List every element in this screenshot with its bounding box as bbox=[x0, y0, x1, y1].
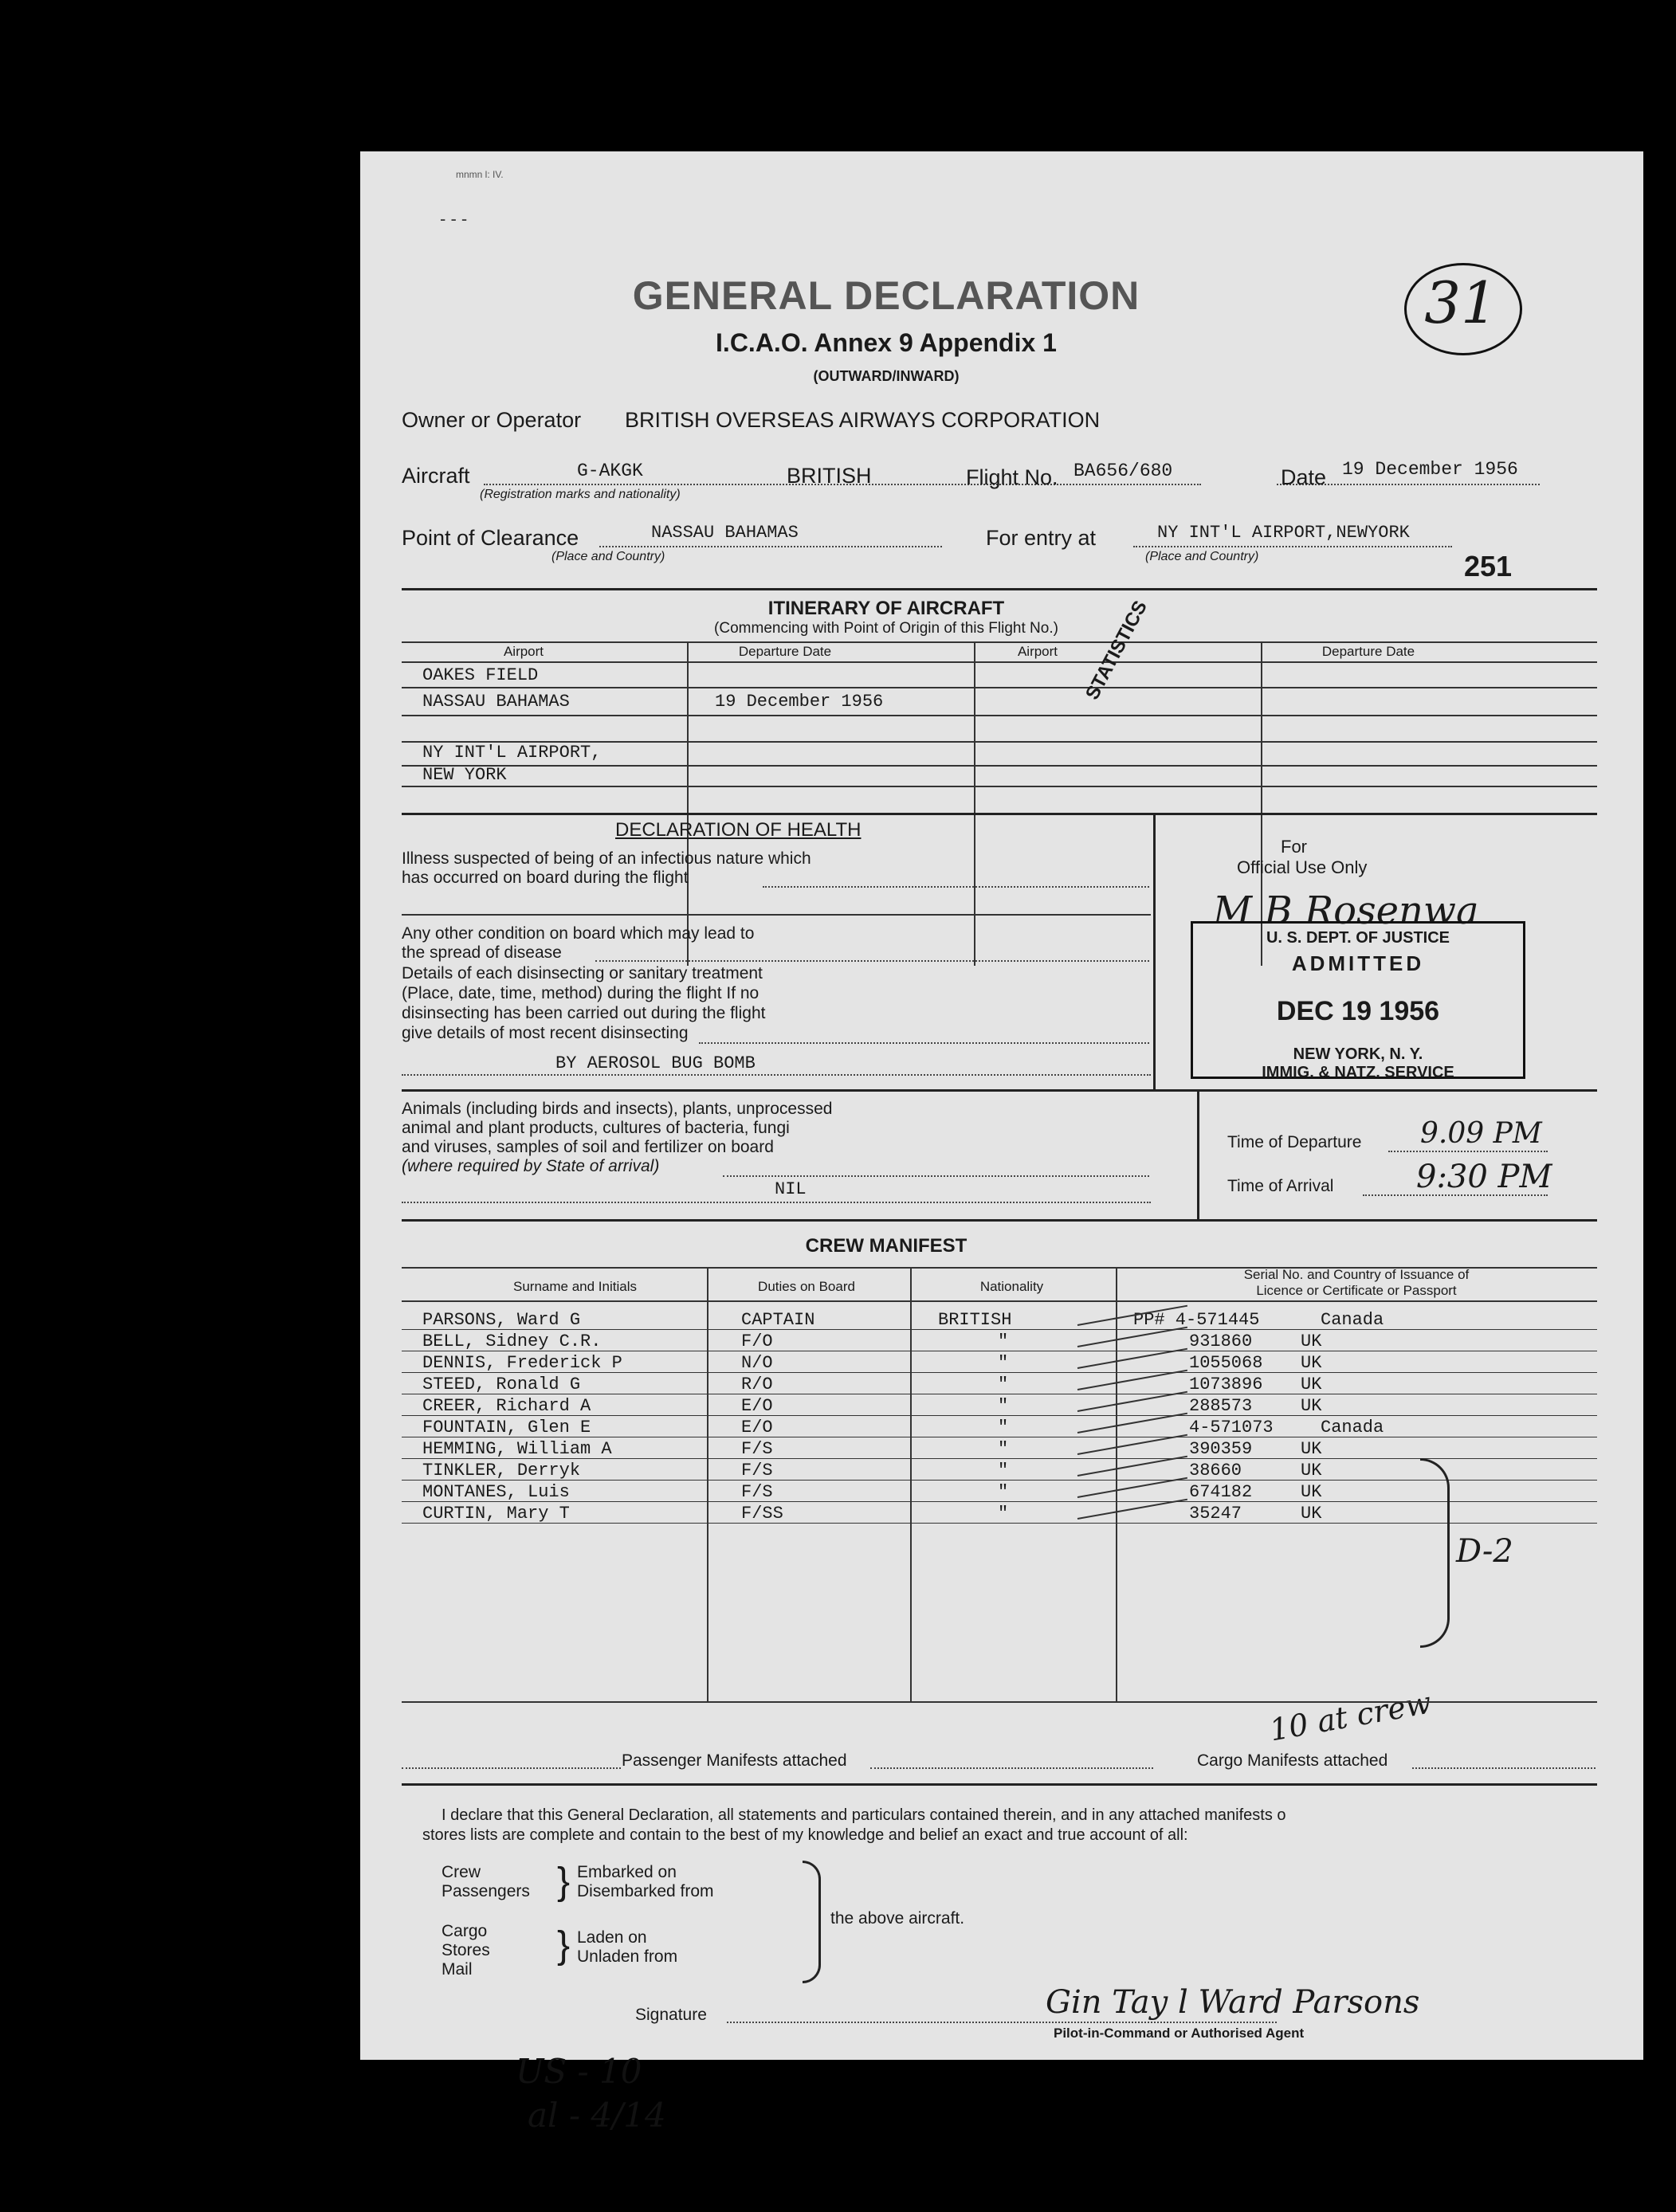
health-other-line2: the spread of disease bbox=[402, 943, 562, 962]
crew-duty: CAPTAIN bbox=[741, 1310, 815, 1330]
itinerary-header-airport-1: Airport bbox=[503, 644, 544, 659]
crew-name: FOUNTAIN, Glen E bbox=[422, 1418, 591, 1437]
health-details-line3: disinsecting has been carried out during the flight bbox=[402, 1004, 766, 1022]
crew-name: CURTIN, Mary T bbox=[422, 1504, 570, 1524]
crew-serial: 390359 bbox=[1189, 1439, 1253, 1459]
note-line1: US - 10 bbox=[516, 2052, 642, 2091]
decl-big-bracket bbox=[803, 1861, 821, 1983]
entry-value: NY INT'L AIRPORT,NEWYORK bbox=[1157, 523, 1410, 543]
aircraft-nationality: BRITISH bbox=[787, 464, 872, 488]
departure-time-label: Time of Departure bbox=[1227, 1133, 1362, 1151]
crew-duty: N/O bbox=[741, 1353, 773, 1373]
date-label: Date bbox=[1281, 465, 1327, 489]
crew-name: MONTANES, Luis bbox=[422, 1482, 570, 1502]
crew-serial: 931860 bbox=[1189, 1332, 1253, 1351]
crew-country: UK bbox=[1301, 1353, 1322, 1373]
crew-country: Canada bbox=[1321, 1310, 1384, 1330]
entry-caption: (Place and Country) bbox=[1145, 550, 1259, 563]
total-note: 10 at crew bbox=[1266, 1684, 1435, 1748]
crew-name: STEED, Ronald G bbox=[422, 1375, 581, 1394]
crew-nationality: " bbox=[998, 1375, 1009, 1394]
stamp-line5: IMMIG. & NATZ. SERVICE bbox=[1262, 1064, 1454, 1081]
crew-serial: 288573 bbox=[1189, 1396, 1253, 1416]
official-for: For bbox=[1281, 837, 1307, 857]
crew-country: UK bbox=[1301, 1439, 1322, 1459]
itinerary-title: ITINERARY OF AIRCRAFT bbox=[767, 598, 1005, 619]
form-subtitle: I.C.A.O. Annex 9 Appendix 1 bbox=[716, 328, 1057, 357]
crew-name: PARSONS, Ward G bbox=[422, 1310, 581, 1330]
crew-duty: F/SS bbox=[741, 1504, 783, 1524]
crew-name: CREER, Richard A bbox=[422, 1396, 591, 1416]
itinerary-header-airport-2: Airport bbox=[1017, 644, 1058, 659]
itinerary-row-airport: NEW YORK bbox=[422, 765, 507, 785]
health-details-line1: Details of each disinsecting or sanitary treatment bbox=[402, 964, 763, 982]
crew-header-serial-2: Licence or Certificate or Passport bbox=[1256, 1283, 1457, 1298]
crew-row-rule bbox=[402, 1480, 1597, 1481]
itinerary-row-airport: OAKES FIELD bbox=[422, 665, 539, 685]
crew-serial: 1073896 bbox=[1189, 1375, 1263, 1394]
crew-nationality: " bbox=[998, 1353, 1009, 1373]
crew-country: UK bbox=[1301, 1461, 1322, 1481]
crew-country: UK bbox=[1301, 1482, 1322, 1502]
crew-row-rule bbox=[402, 1523, 1597, 1524]
decl-mail: Mail bbox=[442, 1960, 473, 1979]
crew-nationality: " bbox=[998, 1439, 1009, 1459]
decl-brace-a: } bbox=[557, 1861, 571, 1903]
health-details-line2: (Place, date, time, method) during the flight If no bbox=[402, 984, 759, 1002]
itinerary-row-airport: NY INT'L AIRPORT, bbox=[422, 743, 602, 763]
crew-duty: F/O bbox=[741, 1332, 773, 1351]
crew-row-rule bbox=[402, 1372, 1597, 1373]
operator-label: Owner or Operator bbox=[402, 408, 582, 432]
crew-title: CREW MANIFEST bbox=[805, 1235, 968, 1257]
crew-name: DENNIS, Frederick P bbox=[422, 1353, 622, 1373]
crew-duty: R/O bbox=[741, 1375, 773, 1394]
itinerary-header-date-1: Departure Date bbox=[738, 644, 832, 659]
decl-disembarked: Disembarked from bbox=[577, 1882, 714, 1900]
itinerary-row-date: 19 December 1956 bbox=[715, 692, 884, 712]
crew-nationality: " bbox=[998, 1461, 1009, 1481]
crew-row-rule bbox=[402, 1458, 1597, 1459]
crew-name: HEMMING, William A bbox=[422, 1439, 612, 1459]
crew-header-name: Surname and Initials bbox=[513, 1279, 637, 1294]
signature-label: Signature bbox=[635, 2006, 707, 2024]
arrival-time-value: 9:30 PM bbox=[1416, 1159, 1552, 1195]
decl-cargo: Cargo bbox=[442, 1922, 488, 1940]
corner-dashes: - - - bbox=[440, 209, 468, 229]
crew-name: BELL, Sidney C.R. bbox=[422, 1332, 602, 1351]
clearance-value: NASSAU BAHAMAS bbox=[651, 523, 799, 543]
crew-country: UK bbox=[1301, 1396, 1322, 1416]
animals-line1: Animals (including birds and insects), plants, unprocessed bbox=[402, 1100, 833, 1118]
cargo-manifests: Cargo Manifests attached bbox=[1197, 1751, 1388, 1770]
form-direction: (OUTWARD/INWARD) bbox=[813, 368, 960, 384]
entry-label: For entry at bbox=[986, 526, 1097, 550]
clearance-caption: (Place and Country) bbox=[551, 550, 665, 563]
aircraft-caption: (Registration marks and nationality) bbox=[480, 488, 681, 501]
decl-crew: Crew bbox=[442, 1863, 481, 1881]
aircraft-registration: G-AKGK bbox=[577, 461, 643, 481]
crew-nationality: " bbox=[998, 1332, 1009, 1351]
crew-duty: F/S bbox=[741, 1461, 773, 1481]
stamp-line3: DEC 19 1956 bbox=[1276, 996, 1440, 1026]
itinerary-subtitle: (Commencing with Point of Origin of this Flight No.) bbox=[714, 620, 1058, 637]
flight-label: Flight No. bbox=[966, 465, 1058, 489]
decl-aircraft: the above aircraft. bbox=[830, 1909, 965, 1928]
crew-header-nationality: Nationality bbox=[979, 1279, 1044, 1294]
crew-nationality: " bbox=[998, 1396, 1009, 1416]
health-title: DECLARATION OF HEALTH bbox=[615, 819, 862, 841]
crew-duty: E/O bbox=[741, 1418, 773, 1437]
crew-nationality: BRITISH bbox=[938, 1310, 1012, 1330]
crew-duty: F/S bbox=[741, 1439, 773, 1459]
declaration-line2: stores lists are complete and contain to the best of my knowledge and belief an exact and true account of all: bbox=[422, 1826, 1188, 1844]
crew-country: UK bbox=[1301, 1375, 1322, 1394]
decl-unladen: Unladen from bbox=[577, 1947, 678, 1966]
decl-passengers: Passengers bbox=[442, 1882, 530, 1900]
decl-stores: Stores bbox=[442, 1941, 490, 1959]
pilot-signature: Gin Tay l Ward Parsons bbox=[1046, 1984, 1420, 2021]
crew-duty: E/O bbox=[741, 1396, 773, 1416]
crew-nationality: " bbox=[998, 1504, 1009, 1524]
health-other-line1: Any other condition on board which may lead to bbox=[402, 924, 755, 943]
crew-serial: 674182 bbox=[1189, 1482, 1253, 1502]
corner-note: mnmn l: IV. bbox=[456, 169, 504, 180]
official-use: Official Use Only bbox=[1237, 857, 1368, 877]
decl-laden: Laden on bbox=[577, 1928, 647, 1947]
stamp-line4: NEW YORK, N. Y. bbox=[1293, 1045, 1423, 1063]
declaration-line1: I declare that this General Declaration, all statements and particulars contained therein, and in any attached manifests o bbox=[442, 1806, 1286, 1824]
operator-value: BRITISH OVERSEAS AIRWAYS CORPORATION bbox=[625, 408, 1101, 432]
note-line2: al - 4/14 bbox=[528, 2096, 666, 2135]
bracket-note: D-2 bbox=[1456, 1533, 1513, 1570]
flight-value: BA656/680 bbox=[1074, 461, 1173, 481]
crew-bracket bbox=[1420, 1458, 1450, 1648]
statistics-stamp: STATISTICS bbox=[1081, 597, 1152, 704]
crew-row-rule bbox=[402, 1501, 1597, 1502]
animals-line2: animal and plant products, cultures of bacteria, fungi bbox=[402, 1119, 790, 1137]
decl-embarked: Embarked on bbox=[577, 1863, 677, 1881]
health-illness-line2: has occurred on board during the flight bbox=[402, 869, 689, 887]
health-details-line4: give details of most recent disinsecting bbox=[402, 1024, 689, 1042]
stamp-line1: U. S. DEPT. OF JUSTICE bbox=[1266, 929, 1450, 947]
crew-name: TINKLER, Derryk bbox=[422, 1461, 581, 1481]
animals-line4: (where required by State of arrival) bbox=[402, 1157, 660, 1175]
crew-header-duty: Duties on Board bbox=[758, 1279, 855, 1294]
crew-row-rule bbox=[402, 1329, 1597, 1330]
passenger-manifests: Passenger Manifests attached bbox=[622, 1751, 847, 1770]
animals-line3: and viruses, samples of soil and fertilizer on board bbox=[402, 1138, 774, 1156]
crew-serial: PP# 4-571445 bbox=[1133, 1310, 1260, 1330]
declaration-sheet bbox=[360, 151, 1643, 2091]
crew-serial: 4-571073 bbox=[1189, 1418, 1274, 1437]
crew-serial: 1055068 bbox=[1189, 1353, 1263, 1373]
crew-country: UK bbox=[1301, 1504, 1322, 1524]
decl-brace-b: } bbox=[557, 1924, 571, 1967]
arrival-time-label: Time of Arrival bbox=[1227, 1177, 1334, 1195]
clearance-label: Point of Clearance bbox=[402, 526, 579, 550]
crew-country: Canada bbox=[1321, 1418, 1384, 1437]
departure-time-value: 9.09 PM bbox=[1420, 1117, 1542, 1150]
aircraft-label: Aircraft bbox=[402, 464, 470, 488]
crew-serial: 38660 bbox=[1189, 1461, 1242, 1481]
crew-row-rule bbox=[402, 1415, 1597, 1416]
crew-nationality: " bbox=[998, 1482, 1009, 1502]
crew-country: UK bbox=[1301, 1332, 1322, 1351]
itinerary-header-date-2: Departure Date bbox=[1321, 644, 1415, 659]
health-treatment: BY AEROSOL BUG BOMB bbox=[555, 1053, 756, 1073]
date-value: 19 December 1956 bbox=[1342, 459, 1518, 480]
crew-nationality: " bbox=[998, 1418, 1009, 1437]
crew-serial: 35247 bbox=[1189, 1504, 1242, 1524]
itinerary-row-airport: NASSAU BAHAMAS bbox=[422, 692, 570, 712]
stamp-number: 251 bbox=[1464, 550, 1513, 582]
crew-header-serial-1: Serial No. and Country of Issuance of bbox=[1243, 1267, 1470, 1282]
circled-number: 31 bbox=[1424, 269, 1497, 336]
crew-duty: F/S bbox=[741, 1482, 773, 1502]
signer-caption: Pilot-in-Command or Authorised Agent bbox=[1054, 2026, 1305, 2041]
animals-value: NIL bbox=[775, 1179, 807, 1199]
health-illness-line1: Illness suspected of being of an infectious nature which bbox=[402, 849, 811, 868]
form-title: GENERAL DECLARATION bbox=[632, 273, 1140, 318]
official-signature: M B Rosenwa bbox=[1213, 888, 1479, 933]
stamp-line2: ADMITTED bbox=[1291, 951, 1425, 975]
